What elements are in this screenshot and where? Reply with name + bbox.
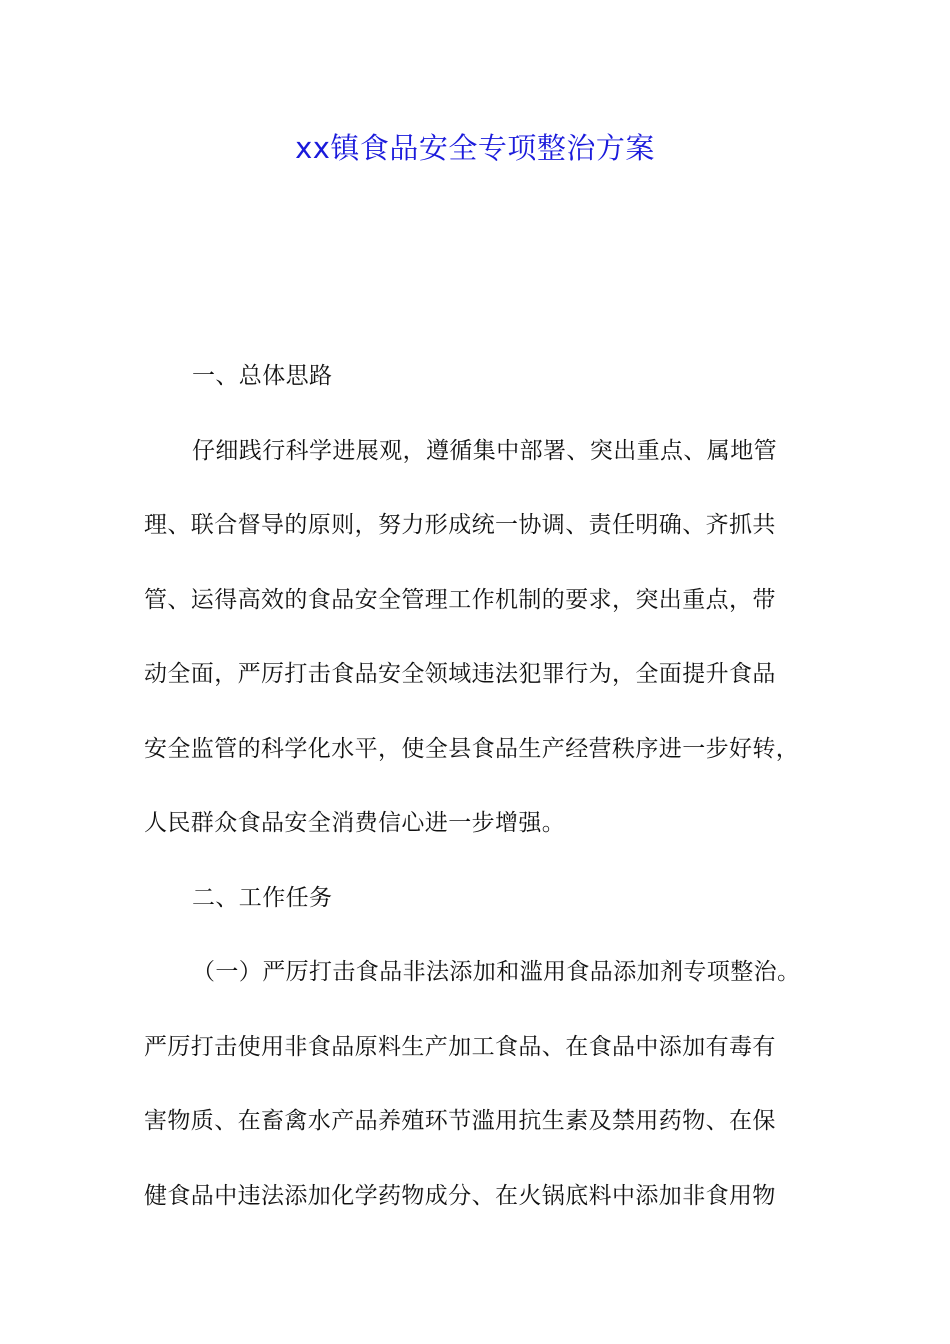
section-heading: 二、工作任务	[192, 884, 333, 911]
document-title: xx镇食品安全专项整治方案	[295, 131, 655, 165]
paragraph-line: 管、运得高效的食品安全管理工作机制的要求，突出重点，带	[144, 586, 776, 613]
paragraph-line: 害物质、在畜禽水产品养殖环节滥用抗生素及禁用药物、在保	[144, 1108, 776, 1134]
paragraph-line: 安全监管的科学化水平，使全县食品生产经营秩序进一步好转，	[144, 735, 800, 762]
paragraph-line: 健食品中违法添加化学药物成分、在火锅底料中添加非食用物	[144, 1182, 776, 1209]
section-heading: 一、总体思路	[192, 363, 333, 389]
subsection-heading: （一）严厉打击食品非法添加和滥用食品添加剂专项整治。	[192, 959, 801, 985]
paragraph-line: 仔细践行科学进展观，遵循集中部署、突出重点、属地管	[192, 437, 777, 464]
paragraph-line: 理、联合督导的原则，努力形成统一协调、责任明确、齐抓共	[144, 512, 776, 538]
paragraph-line: 人民群众食品安全消费信心进一步增强。	[144, 810, 566, 836]
paragraph-line: 动全面，严厉打击食品安全领域违法犯罪行为，全面提升食品	[144, 661, 776, 687]
paragraph-line: 严厉打击使用非食品原料生产加工食品、在食品中添加有毒有	[144, 1033, 776, 1060]
document-body	[144, 339, 808, 1233]
